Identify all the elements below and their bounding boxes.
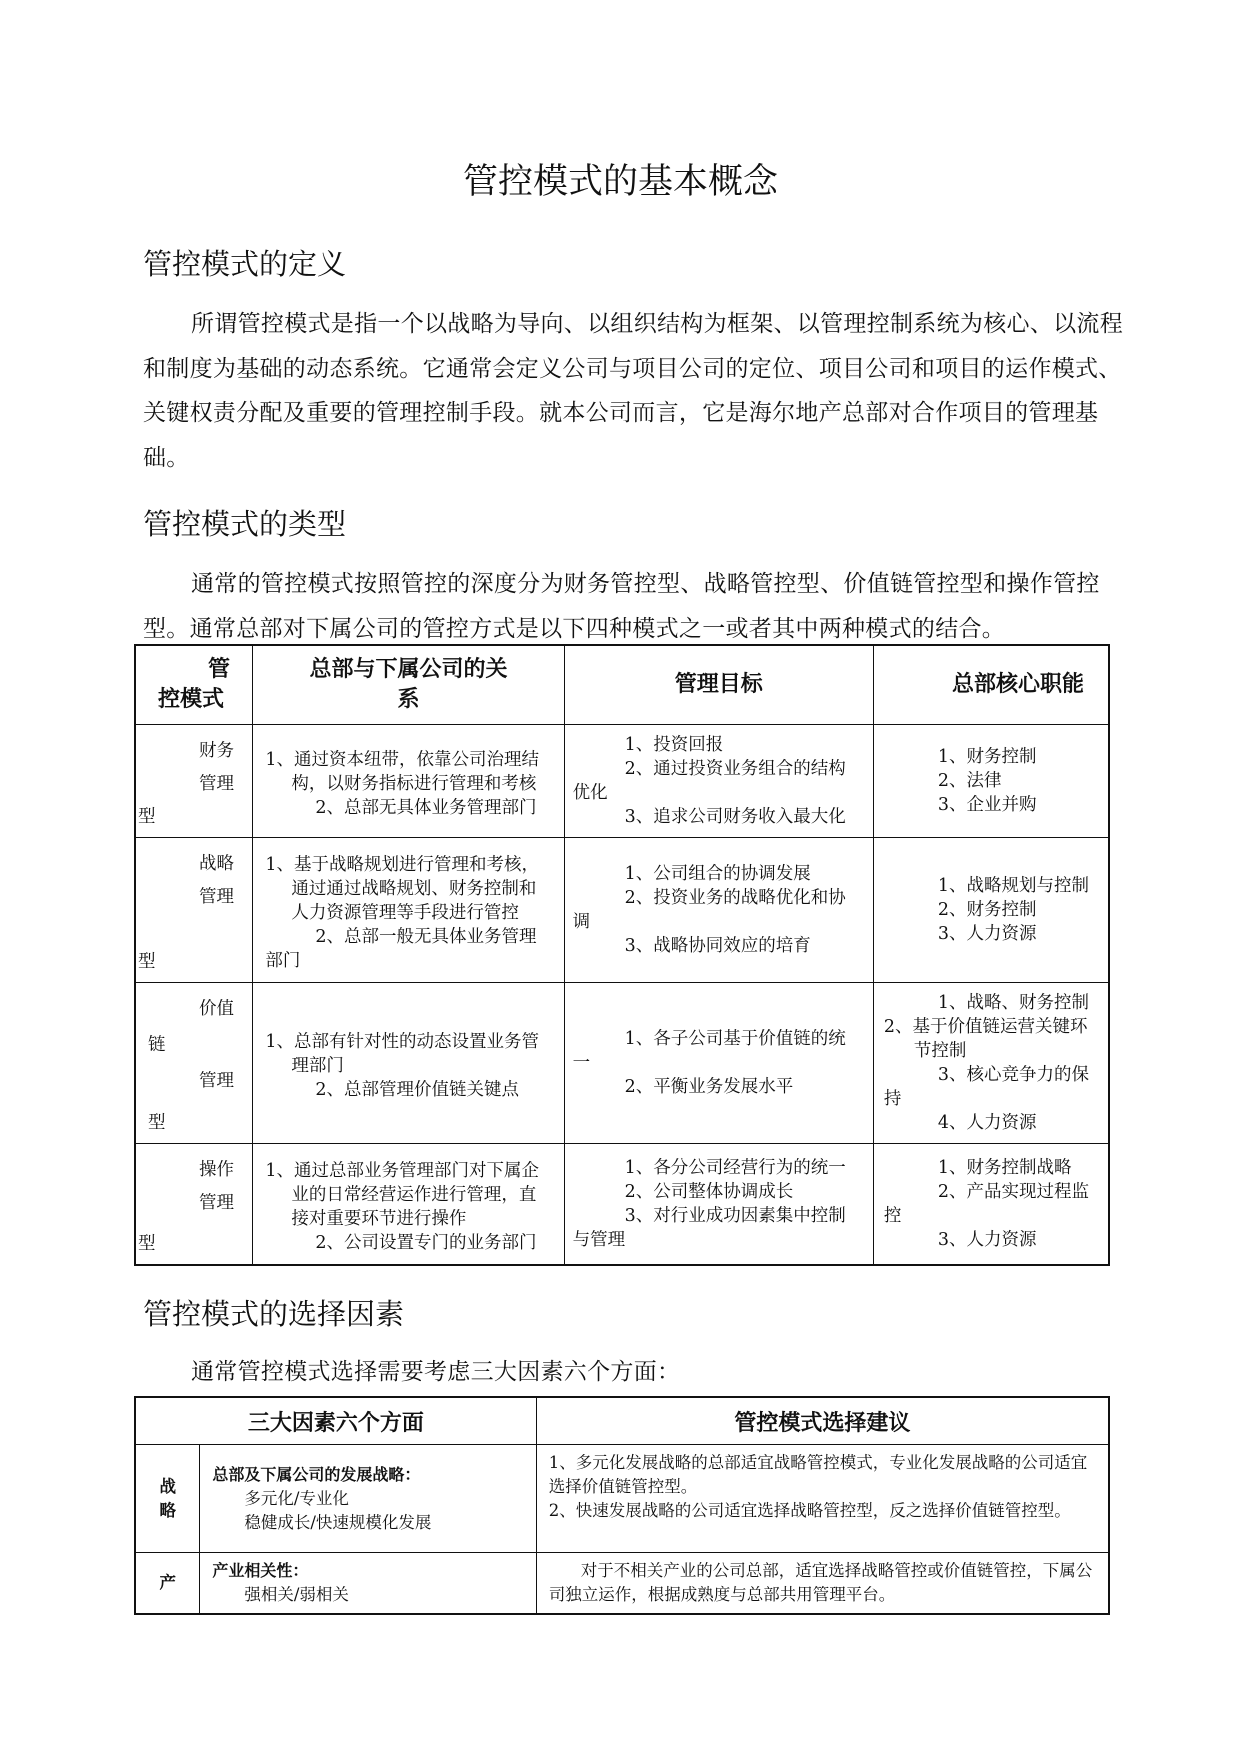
selection-factors-table [134, 1396, 1110, 1615]
table-row [135, 1553, 1109, 1615]
relation-cell: 1、基于战略规划进行管理和考核， 通过通过战略规划、财务控制和 人力资源管理等手段进行管控 2、总部一般无具体业务管理 部门 [253, 838, 564, 983]
factor-cell: 产业相关性： 强相关/弱相关 [200, 1553, 536, 1615]
table-row [135, 1144, 1109, 1265]
function-cell: 1、战略、财务控制 2、基于价值链运营关键环 节控制 3、核心竞争力的保 持 4、人力资源 [873, 983, 1109, 1144]
function-cell: 1、战略规划与控制 2、财务控制 3、人力资源 [873, 838, 1109, 983]
table-row [135, 983, 1109, 1144]
suggestion-cell: 对于不相关产业的公司总部，适宜选择战略管控或价值链管控，下属公司独立运作，根据成熟度与总部共用管理平台。 [536, 1553, 1109, 1615]
definition-paragraph: 所谓管控模式是指一个以战略为导向、以组织结构为框架、以管理控制系统为核心、以流程和制度为基础的动态系统。它通常会定义公司与项目公司的定位、项目公司和项目的运作模式、关键权责分配及重要的管理控制手段。就本公司而言，它是海尔地产总部对合作项目的管理基础。 [143, 311, 1123, 471]
section-heading-types: 管控模式的类型 [143, 507, 347, 541]
suggestion-cell: 1、多元化发展战略的总部适宜战略管控模式，专业化发展战略的公司适宜选择价值链管控型。 2、快速发展战略的公司适宜选择战略管控型，反之选择价值链管控型。 [536, 1445, 1109, 1553]
goal-cell: 1、公司组合的协调发展 2、投资业务的战略优化和协 调 3、战略协同效应的培育 [564, 838, 873, 983]
table-row [135, 838, 1109, 983]
section-heading-definition: 管控模式的定义 [143, 247, 347, 281]
factor-cell: 总部及下属公司的发展战略： 多元化/专业化 稳健成长/快速规模化发展 [200, 1445, 536, 1553]
table-row [135, 1445, 1109, 1553]
table-header-row [135, 645, 1109, 725]
control-modes-table [134, 644, 1110, 1266]
selection-paragraph: 通常管控模式选择需要考虑三大因素六个方面： [191, 1359, 681, 1385]
header-mode: 管 控模式 [135, 645, 253, 725]
table-header-row [135, 1397, 1109, 1445]
goal-cell: 1、各分公司经营行为的统一 2、公司整体协调成长 3、对行业成功因素集中控制 与管理 [564, 1144, 873, 1265]
header-relation: 总部与下属公司的关 系 [253, 645, 564, 725]
types-paragraph: 通常的管控模式按照管控的深度分为财务管控型、战略管控型、价值链管控型和操作管控型。通常总部对下属公司的管控方式是以下四种模式之一或者其中两种模式的结合。 [143, 571, 1100, 642]
category-cell: 产 [135, 1553, 200, 1615]
relation-cell: 1、通过资本纽带，依靠公司治理结 构，以财务指标进行管理和考核 2、总部无具体业务管理部门 [253, 725, 564, 838]
relation-cell: 1、总部有针对性的动态设置业务管 理部门 2、总部管理价值链关键点 [253, 983, 564, 1144]
mode-cell: 价值 链 管理 型 [135, 983, 253, 1144]
mode-cell: 财务管理 型 [135, 725, 253, 838]
document-title: 管控模式的基本概念 [462, 162, 778, 202]
header-factors: 三大因素六个方面 [135, 1397, 536, 1445]
section-heading-selection: 管控模式的选择因素 [143, 1297, 405, 1331]
header-goal: 管理目标 [564, 645, 873, 725]
header-function: 总部核心职能 [873, 645, 1109, 725]
function-cell: 1、财务控制 2、法律 3、企业并购 [873, 725, 1109, 838]
table-row [135, 725, 1109, 838]
mode-cell: 操作管理 型 [135, 1144, 253, 1265]
function-cell: 1、财务控制战略 2、产品实现过程监 控 3、人力资源 [873, 1144, 1109, 1265]
goal-cell: 1、投资回报 2、通过投资业务组合的结构 优化 3、追求公司财务收入最大化 [564, 725, 873, 838]
category-cell: 战 略 [135, 1445, 200, 1553]
relation-cell: 1、通过总部业务管理部门对下属企 业的日常经营运作进行管理，直 接对重要环节进行操作 2、公司设置专门的业务部门 [253, 1144, 564, 1265]
header-suggestion: 管控模式选择建议 [536, 1397, 1109, 1445]
mode-cell: 战略管理 型 [135, 838, 253, 983]
goal-cell: 1、各子公司基于价值链的统 一 2、平衡业务发展水平 [564, 983, 873, 1144]
